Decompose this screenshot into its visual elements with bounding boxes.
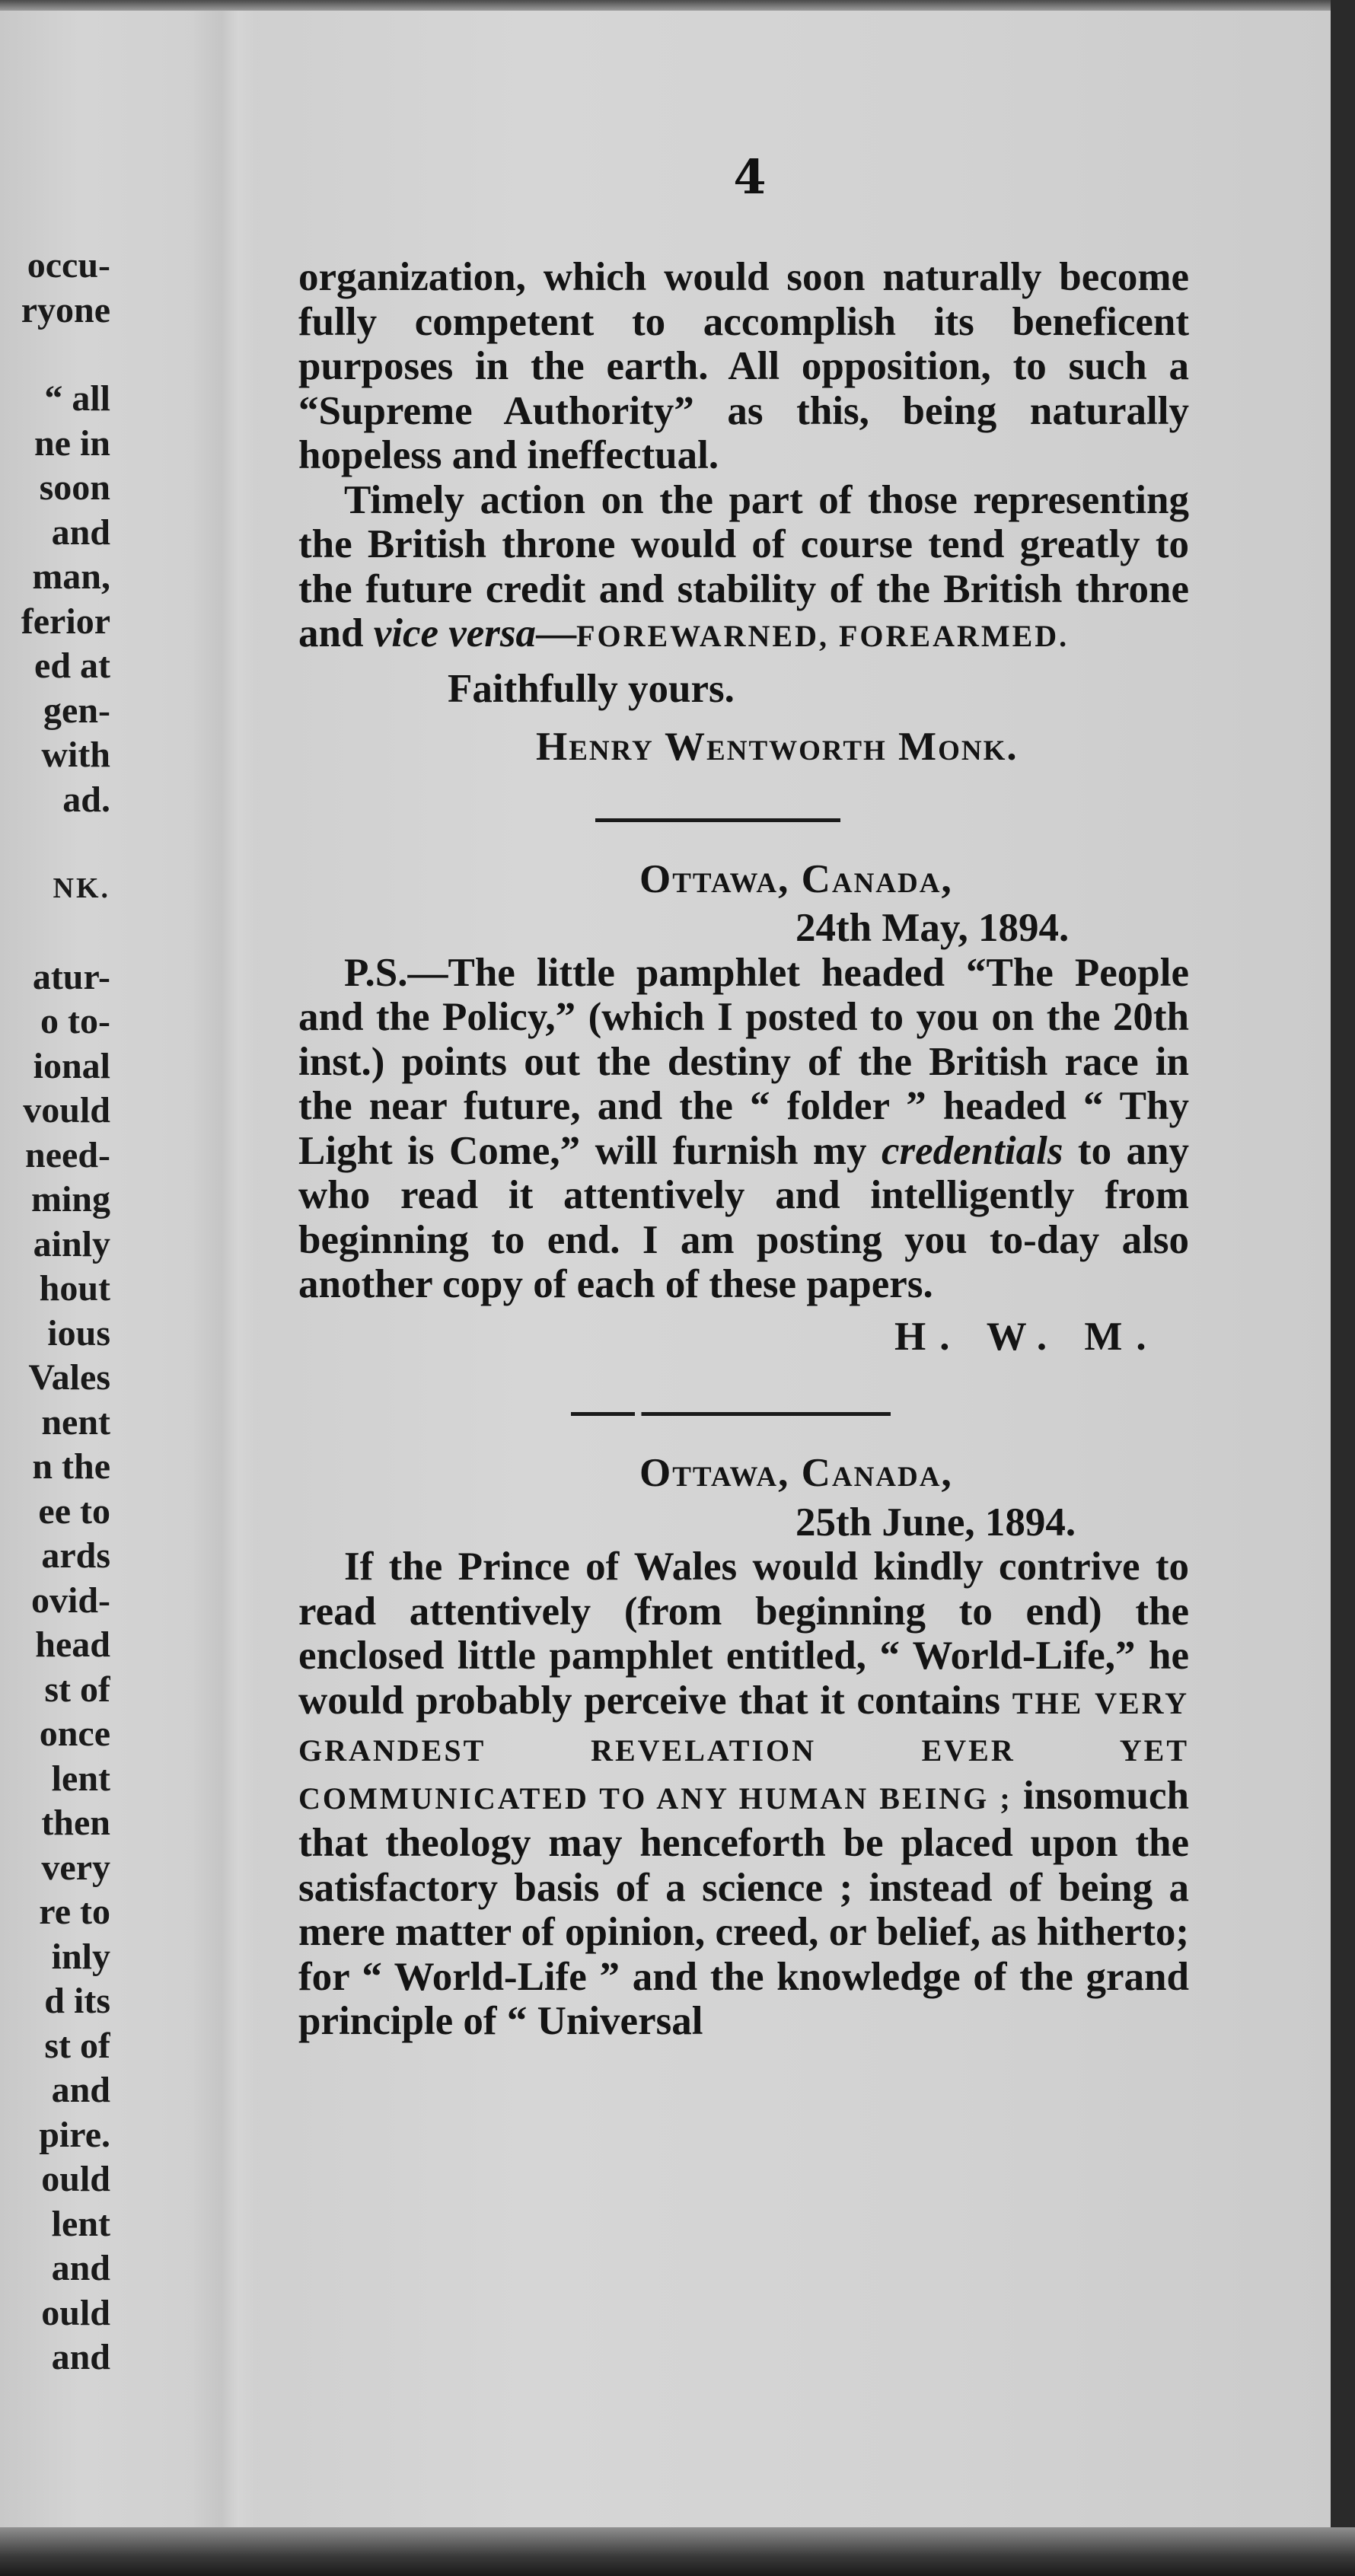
page-fold-shadow	[190, 0, 259, 2543]
letter2-text-1: If the Prince of Wales would kindly contrive to read attentively (from beginning to end) the enclosed little pamphlet entitled, “ World-Life,” he would probably perceive that it contains	[298, 1545, 1189, 1723]
left-column-line: re to	[39, 1892, 110, 1932]
left-column-line: ad.	[62, 779, 110, 820]
left-column-line: man,	[32, 556, 110, 597]
letter1-paragraph-2-text: Timely action on the part of those representing the British throne would of course tend greatly to the future credit and stability of the British throne and	[298, 477, 1189, 655]
em-dash: —	[536, 611, 577, 655]
left-column-line: ming	[30, 1179, 110, 1219]
postscript-date: 24th May, 1894.	[795, 906, 1070, 950]
left-column-line	[0, 333, 110, 377]
left-column-line: very	[41, 1847, 110, 1888]
left-column-line: ould	[41, 2159, 110, 2199]
letter2-dateline: Ottawa, Canada,	[639, 1451, 953, 1495]
left-column-line: ould	[41, 2292, 110, 2333]
letter2-body	[298, 1545, 1189, 2044]
letter2-text-2: insomuch that theology may henceforth be placed upon the satisfactory basis of a science ; instead of being a mere matter of opinion, creed, or belief, as hitherto; for “ World-Life ” and the knowledge of the grand principle of “ Universal	[298, 1773, 1189, 2043]
left-column-line: nent	[41, 1401, 110, 1443]
left-column-line: ferior	[21, 601, 110, 642]
postscript-dateline: Ottawa, Canada,	[639, 856, 953, 901]
left-column-line: inly	[51, 1936, 110, 1977]
left-column-line: and	[51, 512, 110, 553]
postscript-initials: H. W. M.	[894, 1314, 1160, 1359]
left-column-line	[0, 822, 110, 866]
section-divider-2	[571, 1412, 891, 1416]
forewarned-caps: FOREWARNED, FOREARMED.	[576, 619, 1070, 653]
left-column-line: ee to	[38, 1490, 110, 1532]
left-column-line: once	[39, 1714, 110, 1754]
left-column-line: Vales	[28, 1357, 110, 1398]
scan-top-edge	[0, 0, 1355, 11]
postscript-text-2: to any who read it attentively and intelligently from beginning to end. I am posting you to-day also another copy of each of these papers.	[298, 1128, 1189, 1306]
vice-versa-italic: vice versa	[373, 611, 537, 655]
grandest-revelation-caps: THE VERY GRANDEST REVELATION EVER YET COMMUNICATED TO ANY HUMAN BEING ;	[298, 1685, 1190, 1816]
scan-bottom-edge	[0, 2527, 1355, 2576]
left-column-line: lent	[51, 2203, 110, 2244]
left-column-line: ovid-	[30, 1580, 110, 1621]
main-column	[298, 255, 1189, 2044]
left-column-line: with	[41, 735, 110, 775]
letter2-date: 25th June, 1894.	[795, 1500, 1076, 1545]
left-column-line: pire.	[39, 2114, 110, 2155]
section-divider-1	[595, 818, 840, 822]
left-column-line: then	[41, 1803, 110, 1843]
left-column-line: and	[51, 2070, 110, 2110]
left-column-line: d its	[44, 1981, 110, 2021]
left-column-line: st of	[44, 2025, 110, 2066]
left-column-line: ryone	[21, 289, 110, 330]
left-column-line: need-	[25, 1134, 110, 1175]
left-column-line: atur-	[32, 956, 110, 997]
left-column-line: o to-	[40, 1001, 110, 1041]
left-column-line: ards	[41, 1535, 110, 1576]
scan-right-edge	[1331, 0, 1355, 2576]
letter1-closing: Faithfully yours.	[448, 666, 735, 711]
letter1-paragraph-2	[298, 478, 1189, 659]
left-column-line: “ all	[44, 378, 110, 419]
left-column-line: ious	[47, 1312, 110, 1353]
page-number: 4	[733, 149, 767, 205]
left-column-line: ional	[33, 1045, 110, 1086]
left-column-line: NK.	[53, 872, 110, 904]
left-column-line: n the	[32, 1446, 110, 1487]
left-column-line: ainly	[33, 1223, 110, 1264]
left-column-line: and	[51, 2248, 110, 2288]
left-column-line: ne in	[33, 422, 110, 464]
left-column-fragments	[0, 244, 110, 2380]
left-column-line: soon	[39, 467, 110, 508]
left-column-line: hout	[39, 1268, 110, 1309]
left-column-line: and	[51, 2337, 110, 2377]
left-column-line: lent	[51, 1758, 110, 1799]
left-column-line: occu-	[27, 245, 110, 285]
left-column-line: head	[35, 1624, 110, 1665]
letter1-signature: Henry Wentworth Monk.	[536, 725, 1019, 769]
postscript-body	[298, 951, 1189, 1307]
left-column-line: gen-	[43, 690, 110, 731]
letter1-paragraph-1: organization, which would soon naturally become fully competent to accomplish its beneficent purposes in the earth. All opposition, to such a “Supreme Authority” as this, being naturally hopeless and ineffectual.	[298, 255, 1189, 477]
left-column-line: ed at	[34, 646, 110, 686]
left-column-line: vould	[23, 1090, 110, 1130]
postscript-text-1: P.S.—The little pamphlet headed “The People and the Policy,” (which I posted to you on the 20th inst.) points out the destiny of the British race in the near future, and the “ folder ” headed “ Thy Light is Come,” will furnish my	[298, 950, 1189, 1173]
credentials-italic: credentials	[881, 1128, 1063, 1173]
left-column-line: st of	[44, 1669, 110, 1710]
left-column-line	[0, 911, 110, 955]
